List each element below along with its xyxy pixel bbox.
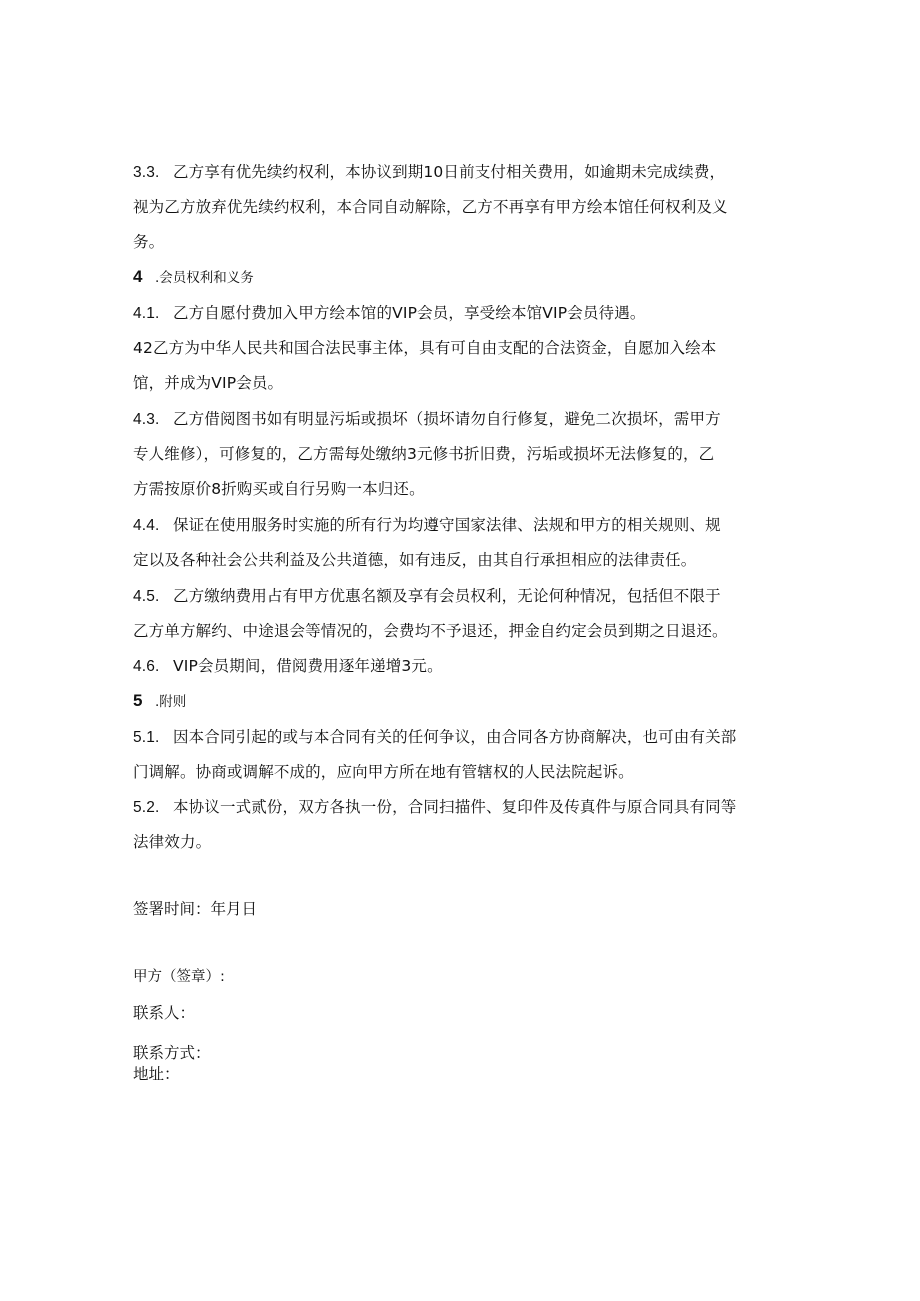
- section-number: 5: [133, 691, 143, 710]
- section-heading-5: [133, 691, 186, 712]
- section-title: .附则: [155, 694, 187, 710]
- section-number: 4: [133, 267, 143, 286]
- clause-text: 乙方自愿付费加入甲方绘本馆的VIP会员，享受绘本馆VIP会员待遇。: [173, 304, 646, 322]
- clause-4-5-line-2: 乙方单方解约、中途退会等情况的，会费均不予退还，押金自约定会员到期之日退还。: [133, 622, 728, 640]
- clause-text: 保证在使用服务时实施的所有行为均遵守国家法律、法规和甲方的相关规则、规: [173, 516, 721, 534]
- clause-5-2-line-2: 法律效力。: [133, 833, 212, 851]
- clause-number: 5.1.: [133, 729, 160, 746]
- contact-person: 联系人：: [133, 1004, 196, 1022]
- address: 地址：: [133, 1065, 180, 1083]
- party-a-seal: 甲方（签章）:: [133, 969, 225, 985]
- clause-5-2-line-1: [133, 797, 736, 818]
- clause-4-4-line-1: [133, 515, 721, 536]
- clause-4-5-line-1: [133, 586, 721, 607]
- clause-number: 3.3.: [133, 164, 160, 181]
- clause-text: 乙方借阅图书如有明显污垢或损坏（损坏请勿自行修复，避免二次损坏，需甲方: [173, 410, 721, 428]
- clause-number: 4.1.: [133, 305, 160, 322]
- section-heading-4: [133, 267, 254, 288]
- clause-4-3-line-2: 专人维修），可修复的，乙方需每处缴纳3元修书折旧费，污垢或损坏无法修复的，乙: [133, 445, 715, 463]
- clause-text: 乙方享有优先续约权利，本协议到期10日前支付相关费用，如逾期未完成续费，: [173, 163, 726, 181]
- clause-text: 乙方缴纳费用占有甲方优惠名额及享有会员权利，无论何种情况，包括但不限于: [173, 587, 721, 605]
- clause-number: 4.3.: [133, 411, 160, 428]
- clause-3-3-line-2: 视为乙方放弃优先续约权利，本合同自动解除，乙方不再享有甲方绘本馆任何权利及义: [133, 198, 728, 216]
- clause-4-4-line-2: 定以及各种社会公共利益及公共道德，如有违反，由其自行承担相应的法律责任。: [133, 551, 697, 569]
- clause-4-1-line-1: [133, 303, 646, 324]
- clause-text: VIP会员期间，借阅费用逐年递增3元。: [173, 657, 443, 675]
- clause-4-3-line-3: 方需按原价8折购买或自行另购一本归还。: [133, 480, 425, 498]
- section-title: .会员权利和义务: [155, 270, 254, 286]
- clause-4-2-line-2: 馆，并成为VIP会员。: [133, 374, 284, 392]
- sign-time: 签署时间：年月日: [133, 900, 258, 918]
- clause-5-1-line-2: 门调解。协商或调解不成的，应向甲方所在地有管辖权的人民法院起诉。: [133, 763, 634, 781]
- contact-method: 联系方式：: [133, 1044, 211, 1062]
- clause-3-3-line-3: 务。: [133, 233, 165, 251]
- clause-3-3-line-1: [133, 162, 725, 183]
- clause-text: 因本合同引起的或与本合同有关的任何争议，由合同各方协商解决，也可由有关部: [173, 728, 737, 746]
- clause-4-3-line-1: [133, 409, 721, 430]
- clause-number: 4.5.: [133, 588, 160, 605]
- clause-4-6-line-1: [133, 656, 443, 677]
- clause-5-1-line-1: [133, 727, 736, 748]
- clause-text: 本协议一式贰份，双方各执一份，合同扫描件、复印件及传真件与原合同具有同等: [173, 798, 737, 816]
- clause-number: 4.6.: [133, 658, 160, 675]
- clause-4-2-line-1: 42乙方为中华人民共和国合法民事主体，具有可自由支配的合法资金，自愿加入绘本: [133, 339, 717, 357]
- clause-number: 5.2.: [133, 799, 160, 816]
- clause-number: 4.4.: [133, 517, 160, 534]
